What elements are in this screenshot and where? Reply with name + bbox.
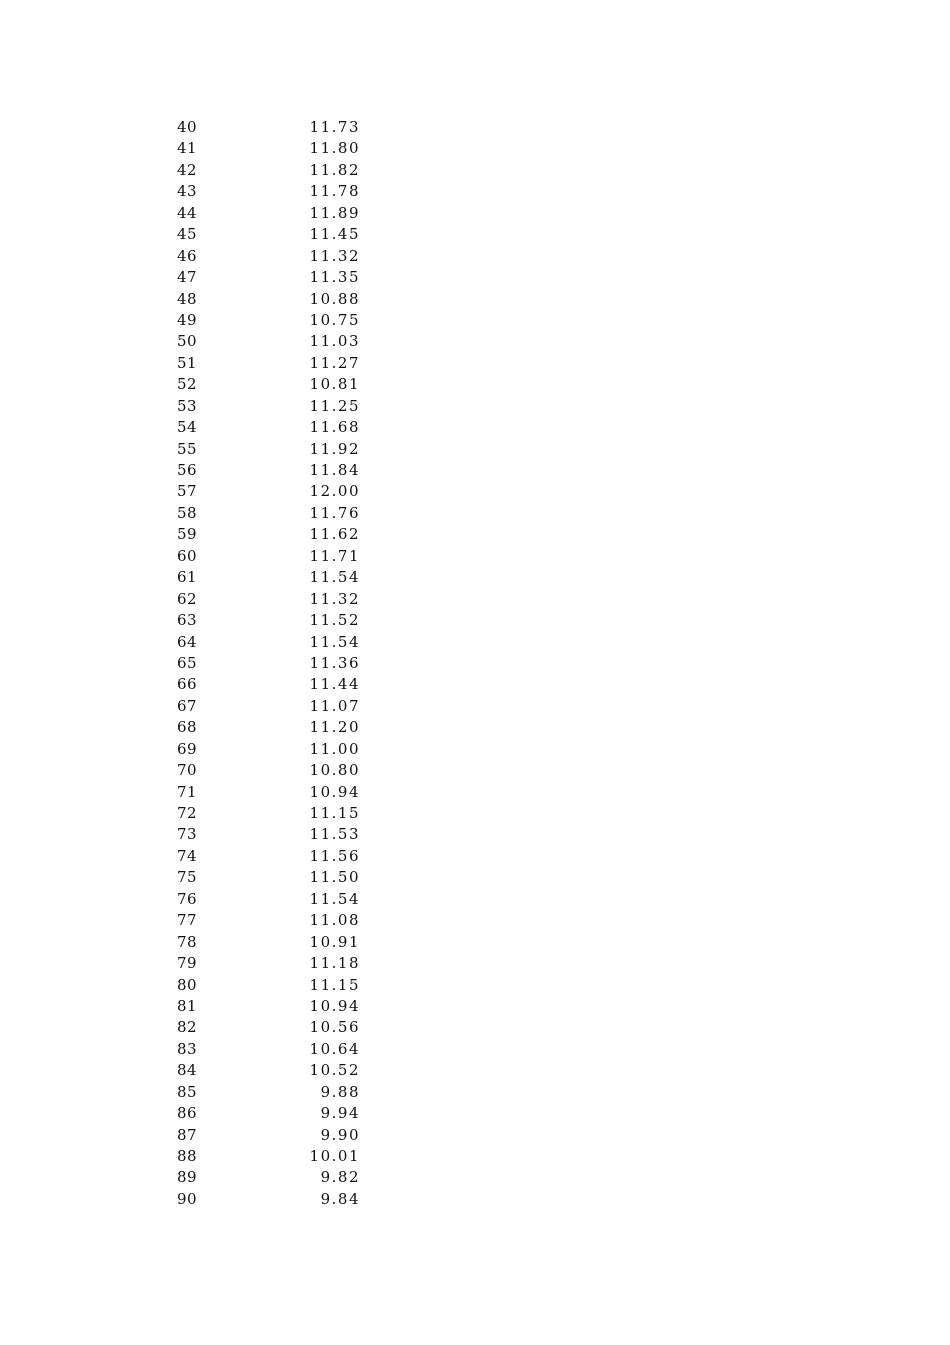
- row-index-cell: 60: [177, 546, 198, 565]
- table-row: [0, 1146, 950, 1167]
- row-value-cell: 9.90: [320, 1125, 360, 1144]
- row-value-cell: 11.62: [309, 525, 360, 544]
- table-row: [0, 975, 950, 996]
- row-index-cell: 67: [177, 696, 198, 715]
- row-value-cell: 11.18: [309, 954, 360, 973]
- table-row: [0, 567, 950, 588]
- row-value-cell: 11.27: [309, 353, 360, 372]
- table-row: [0, 331, 950, 352]
- row-index-cell: 81: [177, 996, 198, 1015]
- row-index-cell: 65: [177, 653, 198, 672]
- row-value-cell: 9.94: [320, 1104, 360, 1123]
- table-row: [0, 653, 950, 674]
- row-value-cell: 9.84: [320, 1189, 360, 1208]
- row-value-cell: 11.54: [309, 632, 360, 651]
- row-index-cell: 50: [177, 332, 198, 351]
- row-index-cell: 84: [177, 1061, 198, 1080]
- table-row: [0, 481, 950, 502]
- row-value-cell: 11.08: [309, 911, 360, 930]
- row-index-cell: 75: [177, 868, 198, 887]
- row-index-cell: 71: [177, 782, 198, 801]
- row-index-cell: 72: [177, 804, 198, 822]
- row-index-cell: 78: [177, 932, 198, 951]
- table-row: [0, 267, 950, 288]
- table-row: [0, 1060, 950, 1081]
- row-value-cell: 11.82: [309, 160, 360, 179]
- row-value-cell: 11.76: [309, 503, 360, 522]
- row-value-cell: 11.89: [309, 203, 360, 222]
- table-row: [0, 910, 950, 931]
- row-index-cell: 69: [177, 739, 198, 758]
- row-value-cell: 11.54: [309, 889, 360, 908]
- row-value-cell: 11.03: [309, 332, 360, 351]
- row-value-cell: 11.15: [309, 804, 360, 822]
- row-index-cell: 63: [177, 611, 198, 630]
- table-row: [0, 717, 950, 738]
- row-index-cell: 80: [177, 975, 198, 994]
- row-value-cell: 10.81: [309, 375, 360, 394]
- row-index-cell: 90: [177, 1189, 198, 1208]
- table-row: [0, 117, 950, 138]
- row-index-cell: 46: [177, 246, 198, 265]
- row-value-cell: 11.07: [309, 696, 360, 715]
- table-row: [0, 181, 950, 202]
- row-value-cell: 11.52: [309, 611, 360, 630]
- table-row: [0, 610, 950, 631]
- table-row: [0, 953, 950, 974]
- table-row: [0, 1125, 950, 1146]
- row-value-cell: 11.84: [309, 461, 360, 479]
- row-index-cell: 52: [177, 375, 198, 394]
- table-row: [0, 1039, 950, 1060]
- row-index-cell: 47: [177, 268, 198, 287]
- table-row: [0, 867, 950, 888]
- row-value-cell: 10.88: [309, 289, 360, 308]
- table-row: [0, 932, 950, 953]
- row-value-cell: 11.78: [309, 182, 360, 201]
- row-value-cell: 11.50: [309, 868, 360, 887]
- row-index-cell: 70: [177, 761, 198, 780]
- row-index-cell: 53: [177, 396, 198, 415]
- table-row: [0, 760, 950, 781]
- table-row: [0, 160, 950, 181]
- row-index-cell: 59: [177, 525, 198, 544]
- table-row: [0, 289, 950, 310]
- row-value-cell: 11.54: [309, 568, 360, 587]
- row-index-cell: 56: [177, 461, 198, 479]
- table-row: [0, 138, 950, 159]
- row-index-cell: 40: [177, 118, 198, 136]
- row-value-cell: 10.91: [309, 932, 360, 951]
- row-value-cell: 11.25: [309, 396, 360, 415]
- row-index-cell: 66: [177, 675, 198, 694]
- row-index-cell: 62: [177, 589, 198, 608]
- row-value-cell: 11.56: [309, 846, 360, 865]
- table-row: [0, 524, 950, 545]
- row-value-cell: 11.73: [309, 118, 360, 136]
- table-row: [0, 439, 950, 460]
- row-value-cell: 11.35: [309, 268, 360, 287]
- table-row: [0, 396, 950, 417]
- row-index-cell: 83: [177, 1039, 198, 1058]
- row-value-cell: 11.32: [309, 246, 360, 265]
- row-index-cell: 41: [177, 139, 198, 158]
- row-value-cell: 9.82: [320, 1168, 360, 1187]
- table-row: [0, 503, 950, 524]
- table-row: [0, 996, 950, 1017]
- table-row: [0, 1082, 950, 1103]
- row-index-cell: 77: [177, 911, 198, 930]
- row-index-cell: 57: [177, 482, 198, 501]
- row-index-cell: 58: [177, 503, 198, 522]
- row-index-cell: 49: [177, 310, 198, 329]
- table-row: [0, 460, 950, 481]
- table-row: [0, 674, 950, 695]
- row-value-cell: 10.01: [309, 1147, 360, 1165]
- table-row: [0, 824, 950, 845]
- row-value-cell: 12.00: [309, 482, 360, 501]
- table-row: [0, 374, 950, 395]
- row-index-cell: 44: [177, 203, 198, 222]
- table-row: [0, 739, 950, 760]
- row-index-cell: 48: [177, 289, 198, 308]
- row-value-cell: 10.64: [309, 1039, 360, 1058]
- row-value-cell: 11.36: [309, 653, 360, 672]
- row-value-cell: 10.56: [309, 1018, 360, 1037]
- table-row: [0, 1103, 950, 1124]
- table-row: [0, 546, 950, 567]
- row-index-cell: 45: [177, 225, 198, 244]
- row-index-cell: 55: [177, 439, 198, 458]
- row-value-cell: 11.44: [309, 675, 360, 694]
- table-row: [0, 1189, 950, 1210]
- row-index-cell: 79: [177, 954, 198, 973]
- row-value-cell: 11.32: [309, 589, 360, 608]
- row-index-cell: 42: [177, 160, 198, 179]
- row-value-cell: 10.94: [309, 996, 360, 1015]
- row-index-cell: 68: [177, 718, 198, 737]
- table-row: [0, 224, 950, 245]
- table-row: [0, 589, 950, 610]
- row-value-cell: 10.75: [309, 310, 360, 329]
- row-value-cell: 10.52: [309, 1061, 360, 1080]
- row-index-cell: 43: [177, 182, 198, 201]
- row-value-cell: 11.92: [309, 439, 360, 458]
- row-index-cell: 51: [177, 353, 198, 372]
- row-index-cell: 89: [177, 1168, 198, 1187]
- row-index-cell: 85: [177, 1082, 198, 1101]
- row-value-cell: 11.00: [309, 739, 360, 758]
- row-value-cell: 11.20: [309, 718, 360, 737]
- row-value-cell: 11.80: [309, 139, 360, 158]
- table-row: [0, 782, 950, 803]
- table-row: [0, 1167, 950, 1188]
- table-row: [0, 203, 950, 224]
- row-index-cell: 87: [177, 1125, 198, 1144]
- row-value-cell: 11.68: [309, 418, 360, 437]
- row-value-cell: 11.45: [309, 225, 360, 244]
- table-row: [0, 889, 950, 910]
- table-row: [0, 417, 950, 438]
- row-index-cell: 73: [177, 825, 198, 844]
- row-value-cell: 11.53: [309, 825, 360, 844]
- table-row: [0, 1017, 950, 1038]
- row-index-cell: 74: [177, 846, 198, 865]
- table-row: [0, 846, 950, 867]
- table-row: [0, 353, 950, 374]
- row-value-cell: 9.88: [320, 1082, 360, 1101]
- data-table: [0, 117, 950, 1210]
- row-index-cell: 86: [177, 1104, 198, 1123]
- row-index-cell: 76: [177, 889, 198, 908]
- row-value-cell: 11.71: [309, 546, 360, 565]
- table-row: [0, 246, 950, 267]
- table-row: [0, 696, 950, 717]
- table-row: [0, 632, 950, 653]
- table-row: [0, 803, 950, 824]
- row-value-cell: 10.80: [309, 761, 360, 780]
- table-row: [0, 310, 950, 331]
- row-value-cell: 10.94: [309, 782, 360, 801]
- row-index-cell: 88: [177, 1147, 198, 1165]
- row-value-cell: 11.15: [309, 975, 360, 994]
- row-index-cell: 54: [177, 418, 198, 437]
- row-index-cell: 64: [177, 632, 198, 651]
- row-index-cell: 61: [177, 568, 198, 587]
- row-index-cell: 82: [177, 1018, 198, 1037]
